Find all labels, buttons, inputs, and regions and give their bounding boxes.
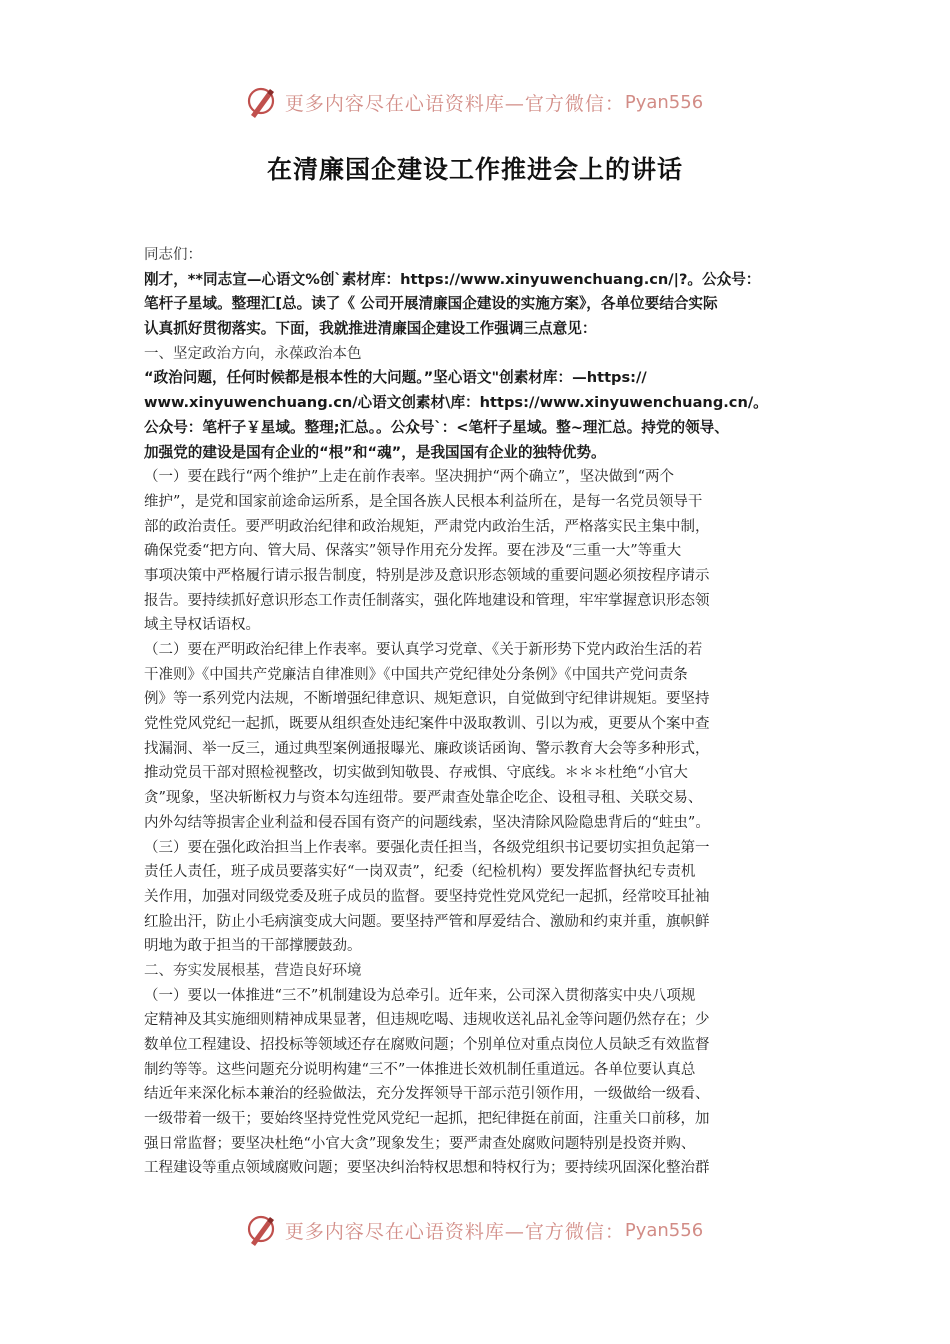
text-line: 内外勾结等损害企业利益和侵吞国有资产的问题线索，坚决清除风险隐患背后的“蛀虫”。 [144,814,710,831]
text-line: 域主导权话语权。 [144,617,260,634]
text-line: 明地为敢于担当的干部撑腰鼓劲。 [144,938,362,955]
header-watermark-banner [0,82,950,122]
text-line: 认真抓好贯彻落实。下面，我就推进清廉国企建设工作强调三点意见： [144,320,597,338]
text-line: 刚才，**同志宣—心语文%创`素材库：https://www.xinyuwenchuang.cn/|?。公众号： [144,270,761,288]
text-line: （一）要以一体推进“三不”机制建设为总牵引。近年来，公司深入贯彻落实中央八项规 [144,987,696,1004]
text-line: 报告。要持续抓好意识形态工作责任制落实，强化阵地建设和管理，牢牢掌握意识形态领 [144,592,710,609]
text-line: 一级带着一级干；要始终坚持党性党风党纪一起抓，把纪律挺在前面，注重关口前移，加 [144,1111,710,1128]
text-line: 部的政治责任。要严明政治纪律和政治规矩，严肃党内政治生活，严格落实民主集中制， [144,518,710,535]
text-line: 公众号：笔杆子￥星域。整理;汇总。。公众号`：<笔杆子星域。整~理汇总。持党的领导、 [144,418,729,436]
text-line: 工程建设等重点领域腐败问题；要坚决纠治特权思想和特权行为；要持续巩固深化整治群 [144,1160,710,1177]
text-line: 关作用，加强对同级党委及班子成员的监督。要坚持党性党风党纪一起抓，经常咬耳扯袖 [144,888,710,905]
section-heading: 二、夯实发展根基，营造良好环境 [144,962,362,979]
document-title: 在清廉国企建设工作推进会上的讲话 [266,155,683,184]
text-line: 找漏洞、举一反三，通过典型案例通报曝光、廉政谈话函询、警示教育大会等多种形式， [144,740,710,757]
text-line: （一）要在践行“两个维护”上走在前作表率。坚决拥护“两个确立”，坚决做到“两个 [144,469,675,486]
banner-text: 更多内容尽在心语资料库—官方微信： [284,92,625,115]
text-line: 笔杆子星域。整理汇[总。读了《 公司开展清廉国企建设的实施方案》，各单位要结合实际 [144,295,718,313]
text-line: 例》等一系列党内法规，不断增强纪律意识、规矩意识，自觉做到守纪律讲规矩。要坚持 [144,691,710,708]
text-line: 事项决策中严格履行请示报告制度，特别是涉及意识形态领域的重要问题必须按程序请示 [144,567,710,584]
text-line: 党性党风党纪一起抓，既要从组织查处违纪案件中汲取教训、引以为戒，更要从个案中查 [144,716,710,733]
text-line: 确保党委“把方向、管大局、保落实”领导作用充分发挥。要在涉及“三重一大”等重大 [144,543,682,560]
banner-wechat-handle: Pyan556 [624,1219,704,1241]
text-line: （三）要在强化政治担当上作表率。要强化责任担当，各级党组织书记要切实担负起第一 [144,839,710,856]
pen-circle-logo-icon [247,85,277,119]
text-line: （二）要在严明政治纪律上作表率。要认真学习党章、《关于新形势下党内政治生活的若 [144,642,703,658]
text-line: 制约等等。这些问题充分说明构建“三不”一体推进长效机制任重道远。各单位要认真总 [144,1061,696,1078]
text-line: “政治问题，任何时候都是根本性的大问题。”坚心语文"创素材库：—https:// [144,369,647,387]
section-heading: 一、坚定政治方向，永葆政治本色 [144,345,362,362]
text-line: 红脸出汗，防止小毛病演变成大问题。要坚持严管和厚爱结合、激励和约束并重，旗帜鲜 [144,913,710,930]
document-body [144,243,812,1181]
text-line: 责任人责任，班子成员要落实好“一岗双责”，纪委（纪检机构）要发挥监督执纪专责机 [144,864,696,881]
text-line: 加强党的建设是国有企业的“根”和“魂”，是我国国有企业的独特优势。 [144,443,606,461]
text-line: 干准则》《中国共产党廉洁自律准则》《中国共产党纪律处分条例》《中国共产党问责条 [144,666,688,683]
text-line: 定精神及其实施细则精神成果显著，但违规吃喝、违规收送礼品礼金等问题仍然存在；少 [144,1012,710,1029]
banner-wechat-handle: Pyan556 [624,91,704,113]
text-line: www.xinyuwenchuang.cn/心语文创素材\库：https://www.xinyuwenchuang.cn/。 [144,394,768,412]
text-line: 贪”现象，坚决斩断权力与资本勾连纽带。要严肃查处靠企吃企、设租寻租、关联交易、 [144,790,703,807]
pen-circle-logo-icon [247,1213,277,1247]
text-line: 数单位工程建设、招投标等领域还存在腐败问题；个别单位对重点岗位人员缺乏有效监督 [144,1037,710,1053]
text-line: 推动党员干部对照检视整改，切实做到知敬畏、存戒惧、守底线。＊＊＊杜绝“小官大 [144,765,688,782]
text-line: 维护”，是党和国家前途命运所系，是全国各族人民根本利益所在，是每一名党员领导干 [144,493,703,510]
footer-watermark-banner [0,1210,950,1250]
banner-text: 更多内容尽在心语资料库—官方微信： [284,1220,625,1243]
text-line: 同志们： [144,247,202,263]
text-line: 结近年来深化标本兼治的经验做法，充分发挥领导干部示范引领作用，一级做给一级看、 [144,1086,710,1103]
text-line: 强日常监督；要坚决杜绝“小官大贪”现象发生；要严肃查处腐败问题特别是投资并购、 [144,1135,696,1152]
